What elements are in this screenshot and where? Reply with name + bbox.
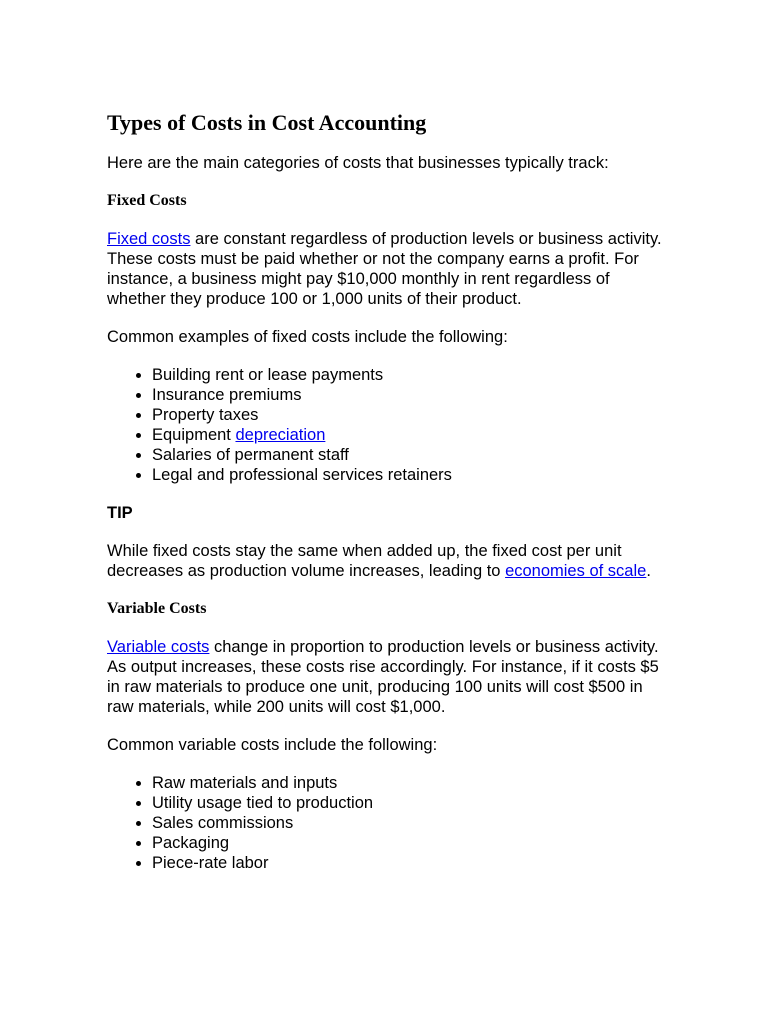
list-item: • Piece-rate labor: [152, 853, 667, 873]
list-item: • Legal and professional services retainers: [152, 465, 667, 485]
page-title: Types of Costs in Cost Accounting: [107, 110, 427, 135]
variable-costs-heading: Variable Costs: [107, 600, 207, 617]
variable-costs-body: change in proportion to production levels or business activity. As output increases, these costs rise accordingly. For instance, if it costs $5 in raw materials to produce one unit, producing 100 units will cost $500 in raw materials, while 200 units will cost $1,000.: [107, 638, 659, 716]
economies-of-scale-link[interactable]: economies of scale: [505, 562, 647, 580]
list-item: • Packaging: [152, 833, 667, 853]
list-item: [152, 425, 667, 445]
list-item: • Sales commissions: [152, 813, 667, 833]
intro-paragraph: Here are the main categories of costs that businesses typically track:: [107, 154, 609, 172]
fixed-costs-heading: Fixed Costs: [107, 192, 187, 209]
document-page: [107, 108, 667, 891]
tip-body: While fixed costs stay the same when added up, the fixed cost per unit decreases as production volume increases, leading to: [107, 542, 622, 580]
variable-examples-intro: Common variable costs include the following:: [107, 736, 438, 754]
fixed-examples-intro: Common examples of fixed costs include the following:: [107, 328, 508, 346]
tip-end: .: [646, 562, 651, 580]
depreciation-link[interactable]: depreciation: [235, 426, 326, 444]
variable-costs-link[interactable]: Variable costs: [107, 638, 210, 656]
fixed-costs-list: [107, 365, 667, 485]
variable-costs-paragraph: [107, 637, 667, 717]
list-item: • Raw materials and inputs: [152, 773, 667, 793]
tip-paragraph: [107, 541, 667, 581]
list-item: • Utility usage tied to production: [152, 793, 667, 813]
list-item: • Insurance premiums: [152, 385, 667, 405]
list-item: • Property taxes: [152, 405, 667, 425]
list-item: • Salaries of permanent staff: [152, 445, 667, 465]
variable-costs-list: [107, 773, 667, 873]
list-item-text: Equipment: [152, 426, 236, 444]
tip-heading: TIP: [107, 504, 133, 522]
fixed-costs-body: are constant regardless of production levels or business activity. These costs must be paid whether or not the company earns a profit. For instance, a business might pay $10,000 monthly in rent regardless of whether they produce 100 or 1,000 units of their product.: [107, 230, 662, 308]
fixed-costs-link[interactable]: Fixed costs: [107, 230, 191, 248]
list-item: • Building rent or lease payments: [152, 365, 667, 385]
fixed-costs-paragraph: [107, 229, 667, 309]
